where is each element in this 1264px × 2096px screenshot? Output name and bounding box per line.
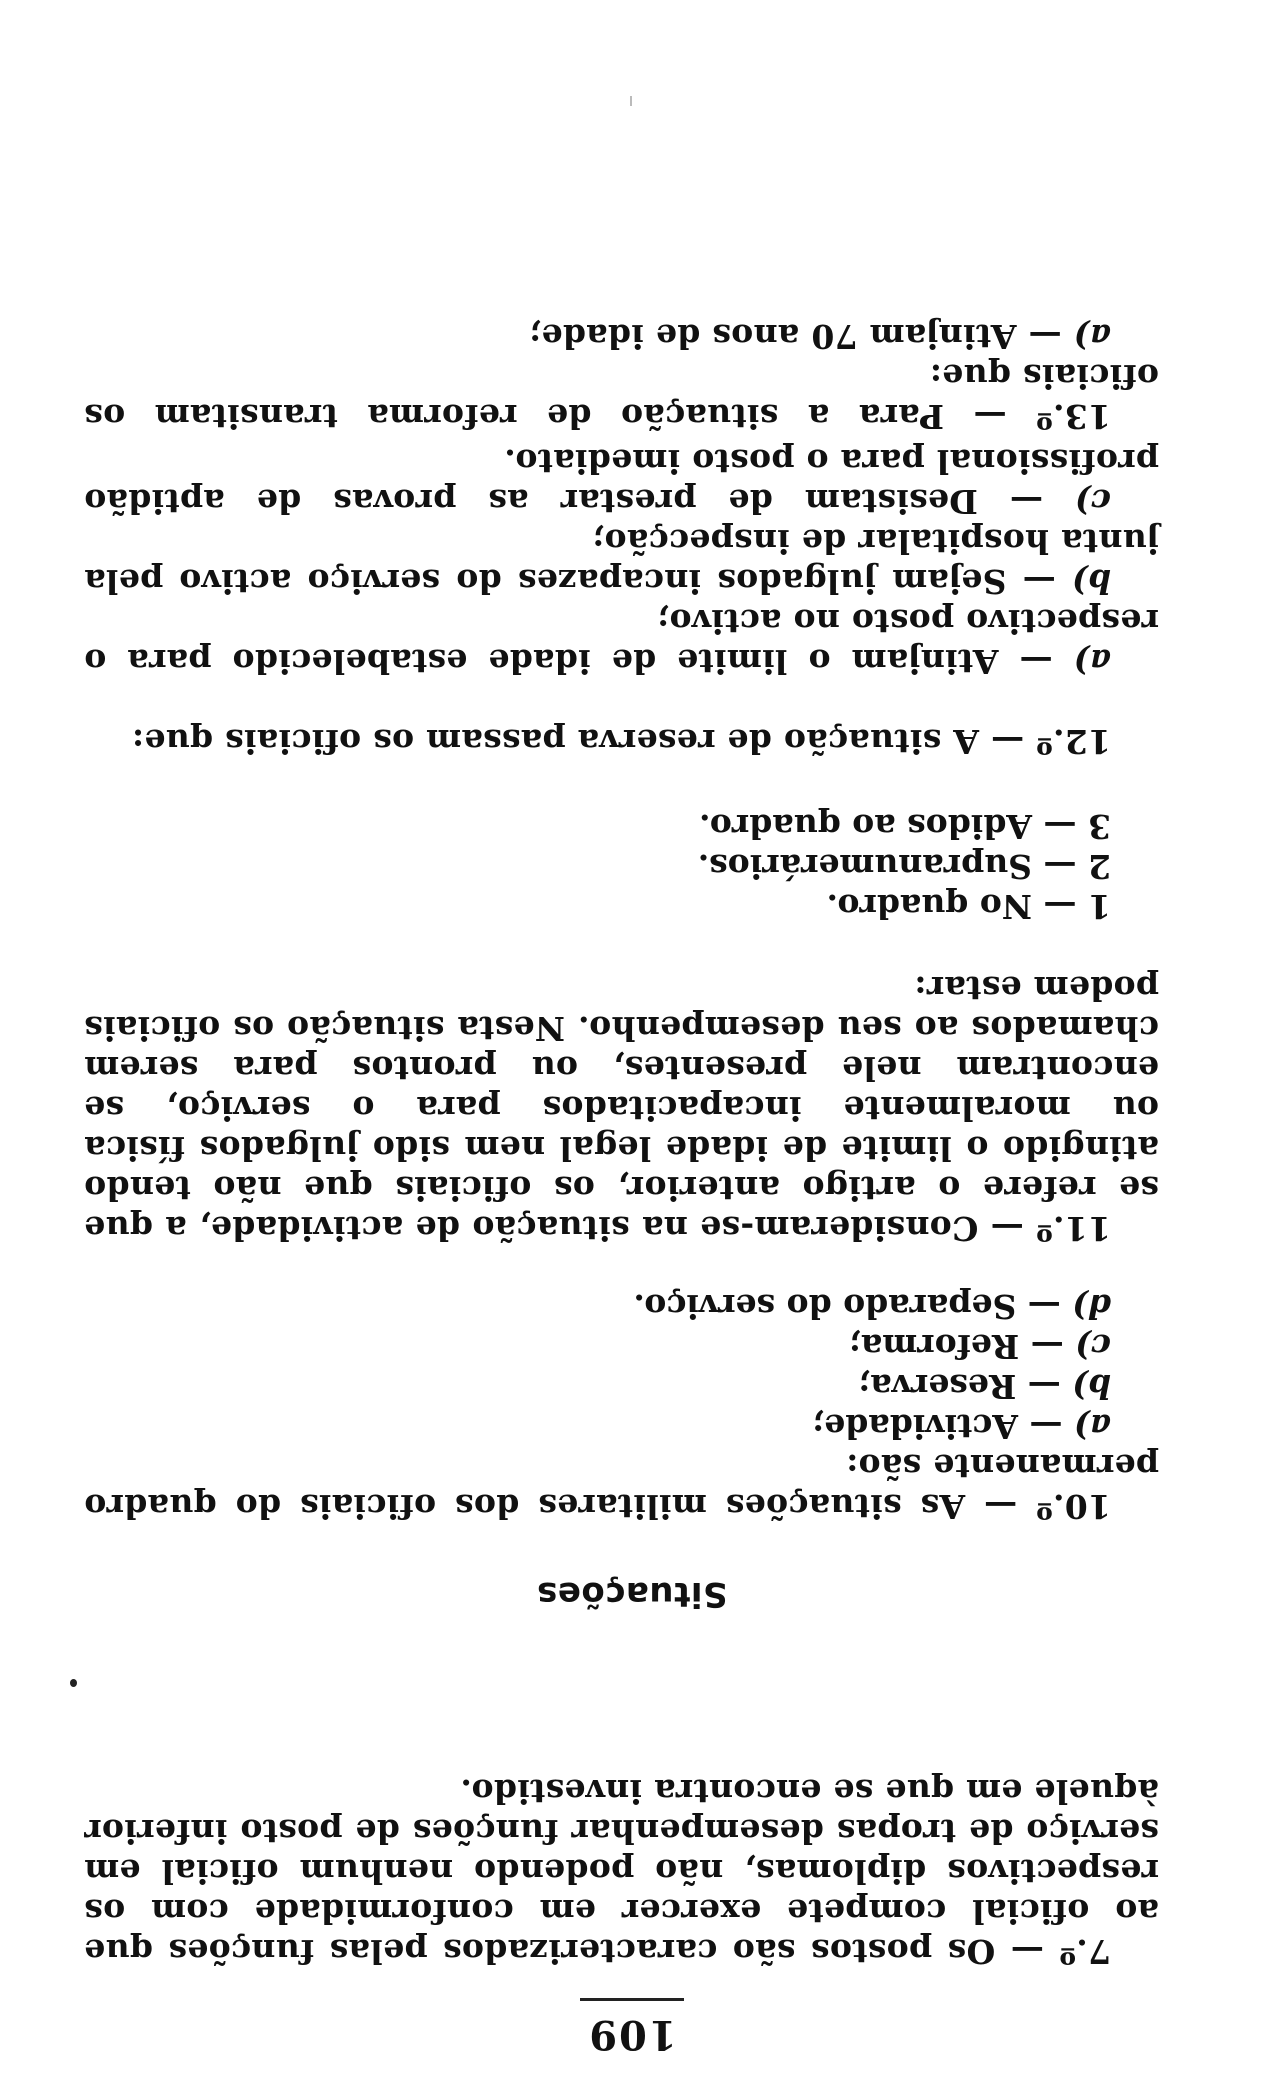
- article-10-item-b: [84, 1366, 1111, 1406]
- item-letter: a): [1073, 317, 1111, 356]
- article-10-item-a: [84, 1406, 1111, 1446]
- item-text: — Atinjam 70 anos de idade;: [528, 317, 1074, 356]
- item-letter: a): [1073, 642, 1111, 681]
- item-text: — Atinjam o limite de idade estabelecido para o respectivo posto no activo;: [84, 602, 1159, 681]
- article-12-item-a: [84, 601, 1159, 681]
- article-12: 12.º — A situação de reserva passam os oficiais que:: [131, 722, 1111, 761]
- article-10: 10.º — As situações militares dos oficiais do quadro permanente são:: [84, 1447, 1159, 1526]
- ink-speck: [70, 1679, 77, 1687]
- article-13-item-a: [84, 316, 1159, 356]
- article-11: 11.º — Consideram-se na situação de actividade, a que se refere o artigo anterior, os oficiais que não tendo atingido o limite de idade legal nem sido julgados física ou moralmente incapacitados para o serviço, se encontram nele presentes, ou prontos para serem chamados ao seu desempenho. Nesta situação os oficiais podem estar:: [84, 969, 1159, 1248]
- article-11-item-3: 3 — Adidos ao quadro.: [698, 807, 1111, 846]
- item-letter: b): [1071, 562, 1111, 601]
- article-10-item-c: [84, 1326, 1111, 1366]
- item-letter: b): [1072, 1367, 1111, 1406]
- item-text: — Reserva;: [858, 1367, 1073, 1406]
- page-number: 109: [587, 2011, 677, 2058]
- article-12-item-b: [84, 521, 1159, 601]
- item-letter: a): [1074, 1407, 1111, 1446]
- article-11-item-2: 2 — Supranumerários.: [697, 847, 1111, 886]
- item-letter: c): [1074, 482, 1111, 521]
- article-10-item-d: [84, 1286, 1111, 1326]
- article-13: 13.º — Para a situação de reforma transitam os oficiais que:: [84, 357, 1159, 436]
- section-heading: Situações: [536, 1574, 728, 1614]
- folio-rule: [580, 1998, 684, 2001]
- item-text: — Sejam julgados incapazes do serviço activo pela junta hospitalar de inspecção;: [84, 522, 1159, 601]
- printing-mark: [630, 96, 632, 106]
- article-7: 7.º — Os postos são caracterizados pelas funções que ao oficial compete exercer em conformidade com os respectivos diplomas, não podendo nenhum oficial em serviço de tropas desempenhar funções de posto inferior àquele em que se encontra investido.: [84, 1772, 1159, 1971]
- item-text: — Actividade;: [812, 1407, 1074, 1446]
- item-text: — Separado do serviço.: [633, 1287, 1073, 1326]
- item-text: — Reforma;: [848, 1327, 1076, 1366]
- item-letter: d): [1072, 1287, 1111, 1326]
- article-11-item-1: 1 — No quadro.: [826, 887, 1111, 926]
- item-letter: c): [1075, 1327, 1111, 1366]
- item-text: — Desistam de prestar as provas de aptidão profissional para o posto imediato.: [84, 442, 1159, 521]
- article-12-item-c: [84, 441, 1159, 521]
